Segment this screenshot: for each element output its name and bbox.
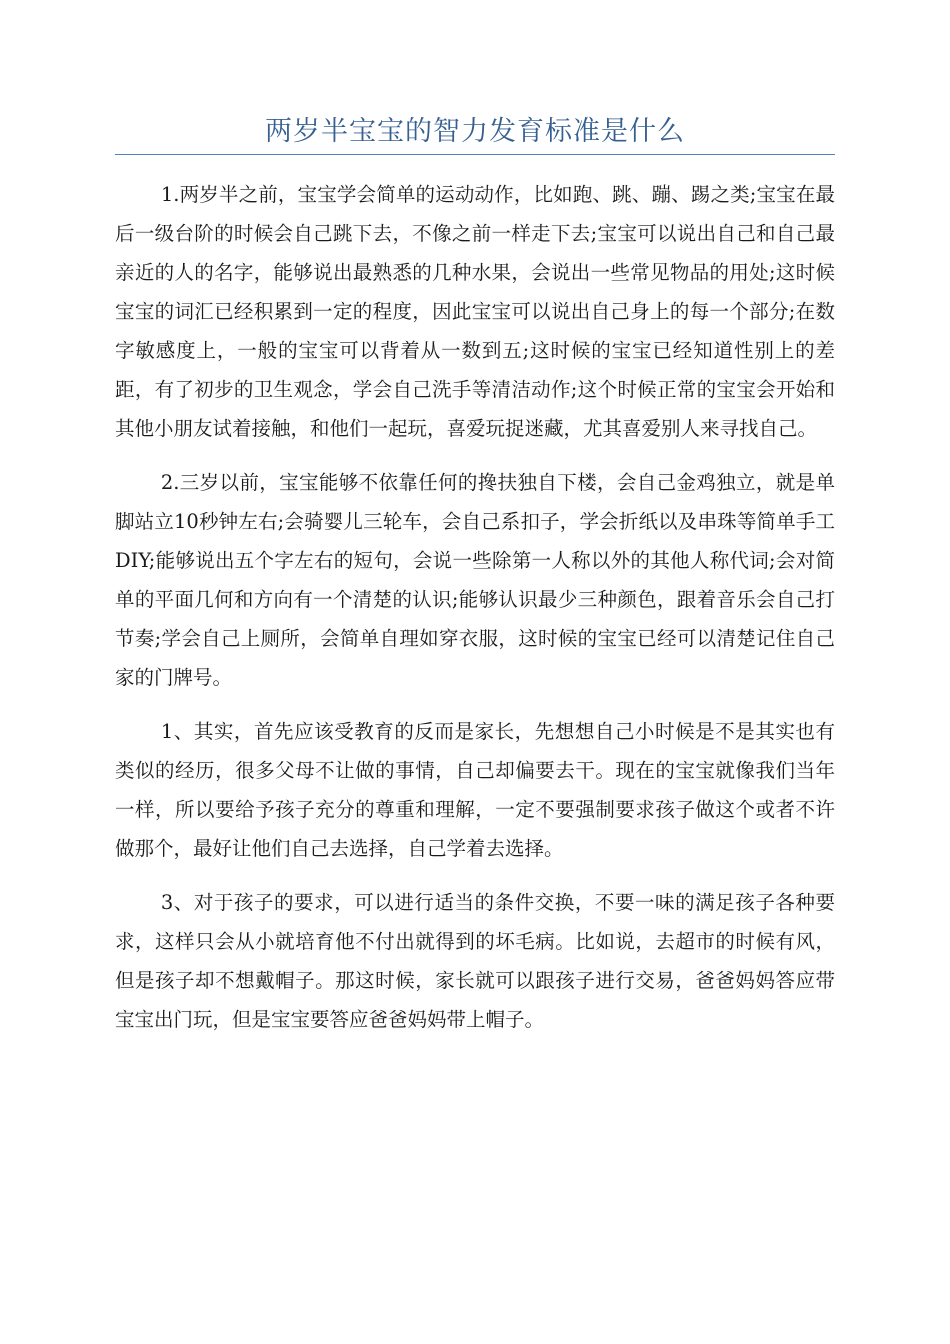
paragraph-2: 2.三岁以前，宝宝能够不依靠任何的搀扶独自下楼，会自己金鸡独立，就是单脚站立10秒钟左右;会骑婴儿三轮车，会自己系扣子，学会折纸以及串珠等简单手工DIY;能够说出五个字左右的短句，会说一些除第一人称以外的其他人称代词;会对简单的平面几何和方向有一个清楚的认识;能够认识最少三种颜色，跟着音乐会自己打节奏;学会自己上厕所，会简单自理如穿衣服，这时候的宝宝已经可以清楚记住自己家的门牌号。: [115, 471, 835, 689]
document-body: [115, 175, 835, 1054]
document-title: 两岁半宝宝的智力发育标准是什么: [265, 116, 685, 147]
paragraph-4: 3、对于孩子的要求，可以进行适当的条件交换，不要一味的满足孩子各种要求，这样只会从小就培育他不付出就得到的坏毛病。比如说，去超市的时候有风，但是孩子却不想戴帽子。那这时候，家长就可以跟孩子进行交易，爸爸妈妈答应带宝宝出门玩，但是宝宝要答应爸爸妈妈带上帽子。: [115, 891, 835, 1031]
paragraph-3: 1、其实，首先应该受教育的反而是家长，先想想自己小时候是不是其实也有类似的经历，很多父母不让做的事情，自己却偏要去干。现在的宝宝就像我们当年一样，所以要给予孩子充分的尊重和理解，一定不要强制要求孩子做这个或者不许做那个，最好让他们自己去选择，自己学着去选择。: [115, 720, 835, 860]
paragraph-1: 1.两岁半之前，宝宝学会简单的运动动作，比如跑、跳、蹦、踢之类;宝宝在最后一级台阶的时候会自己跳下去，不像之前一样走下去;宝宝可以说出自己和自己最亲近的人的名字，能够说出最熟悉的几种水果，会说出一些常见物品的用处;这时候宝宝的词汇已经积累到一定的程度，因此宝宝可以说出自己身上的每一个部分;在数字敏感度上，一般的宝宝可以背着从一数到五;这时候的宝宝已经知道性别上的差距，有了初步的卫生观念，学会自己洗手等清洁动作;这个时候正常的宝宝会开始和其他小朋友试着接触，和他们一起玩，喜爱玩捉迷藏，尤其喜爱别人来寻找自己。: [115, 183, 835, 440]
title-underline: [115, 154, 835, 155]
